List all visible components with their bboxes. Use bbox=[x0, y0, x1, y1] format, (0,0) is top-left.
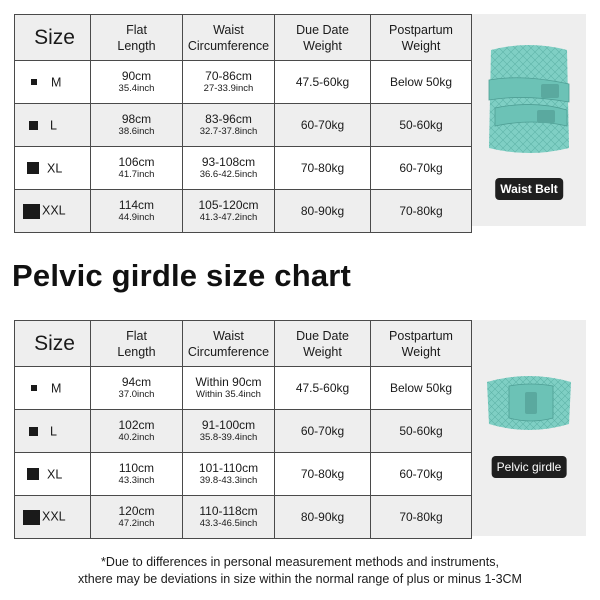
postpartum-weight-cell: 60-70kg bbox=[371, 453, 472, 496]
size-square-icon bbox=[29, 121, 38, 130]
size-square-icon bbox=[27, 468, 39, 480]
waist-belt-image bbox=[483, 40, 575, 158]
waist-cell: 101-110cm 39.8-43.3inch bbox=[183, 453, 275, 496]
pelvic-girdle-label: Pelvic girdle bbox=[492, 456, 567, 478]
size-cell: L bbox=[15, 104, 91, 147]
header-postpartum-weight: Postpartum Weight bbox=[371, 321, 472, 367]
table-row bbox=[15, 367, 472, 410]
flat-length-cell: 90cm 35.4inch bbox=[91, 61, 183, 104]
pelvic-girdle-product-panel bbox=[472, 320, 586, 536]
due-weight-cell: 47.5-60kg bbox=[275, 61, 371, 104]
size-cell: XXL bbox=[15, 190, 91, 233]
table-row bbox=[15, 410, 472, 453]
table-row bbox=[15, 61, 472, 104]
measurement-disclaimer: *Due to differences in personal measurement methods and instruments, xthere may be deviations in size within the normal range of plus or minus 1-3CM bbox=[78, 555, 522, 586]
header-flat-length: Flat Length bbox=[91, 15, 183, 61]
header-waist-circumference: Waist Circumference bbox=[183, 321, 275, 367]
postpartum-weight-cell: Below 50kg bbox=[371, 367, 472, 410]
table-row bbox=[15, 453, 472, 496]
header-postpartum-weight: Postpartum Weight bbox=[371, 15, 472, 61]
waist-cell: 83-96cm 32.7-37.8inch bbox=[183, 104, 275, 147]
flat-length-cell: 120cm 47.2inch bbox=[91, 496, 183, 539]
size-square-icon bbox=[31, 79, 37, 85]
size-square-icon bbox=[23, 510, 40, 525]
due-weight-cell: 70-80kg bbox=[275, 147, 371, 190]
postpartum-weight-cell: 50-60kg bbox=[371, 104, 472, 147]
pelvic-girdle-image bbox=[481, 368, 577, 438]
pelvic-girdle-size-table bbox=[14, 320, 471, 539]
header-size: Size bbox=[15, 321, 91, 367]
postpartum-weight-cell: Below 50kg bbox=[371, 61, 472, 104]
flat-length-cell: 94cm 37.0inch bbox=[91, 367, 183, 410]
table-row bbox=[15, 104, 472, 147]
due-weight-cell: 80-90kg bbox=[275, 190, 371, 233]
table-row bbox=[15, 496, 472, 539]
postpartum-weight-cell: 60-70kg bbox=[371, 147, 472, 190]
postpartum-weight-cell: 70-80kg bbox=[371, 190, 472, 233]
due-weight-cell: 60-70kg bbox=[275, 104, 371, 147]
flat-length-cell: 98cm 38.6inch bbox=[91, 104, 183, 147]
table-row bbox=[15, 190, 472, 233]
table-header-row bbox=[15, 15, 472, 61]
pelvic-chart-title: Pelvic girdle size chart bbox=[12, 258, 352, 293]
size-cell: XL bbox=[15, 147, 91, 190]
size-cell: M bbox=[15, 61, 91, 104]
header-waist-circumference: Waist Circumference bbox=[183, 15, 275, 61]
due-weight-cell: 60-70kg bbox=[275, 410, 371, 453]
size-square-icon bbox=[23, 204, 40, 219]
waist-belt-label: Waist Belt bbox=[495, 178, 563, 200]
due-weight-cell: 70-80kg bbox=[275, 453, 371, 496]
flat-length-cell: 110cm 43.3inch bbox=[91, 453, 183, 496]
size-cell: M bbox=[15, 367, 91, 410]
size-square-icon bbox=[29, 427, 38, 436]
header-due-date-weight: Due Date Weight bbox=[275, 321, 371, 367]
size-cell: L bbox=[15, 410, 91, 453]
due-weight-cell: 47.5-60kg bbox=[275, 367, 371, 410]
flat-length-cell: 102cm 40.2inch bbox=[91, 410, 183, 453]
flat-length-cell: 114cm 44.9inch bbox=[91, 190, 183, 233]
header-flat-length: Flat Length bbox=[91, 321, 183, 367]
header-due-date-weight: Due Date Weight bbox=[275, 15, 371, 61]
size-cell: XXL bbox=[15, 496, 91, 539]
table-header-row bbox=[15, 321, 472, 367]
header-size: Size bbox=[15, 15, 91, 61]
waist-cell: 105-120cm 41.3-47.2inch bbox=[183, 190, 275, 233]
size-square-icon bbox=[31, 385, 37, 391]
postpartum-weight-cell: 50-60kg bbox=[371, 410, 472, 453]
due-weight-cell: 80-90kg bbox=[275, 496, 371, 539]
flat-length-cell: 106cm 41.7inch bbox=[91, 147, 183, 190]
size-cell: XL bbox=[15, 453, 91, 496]
postpartum-weight-cell: 70-80kg bbox=[371, 496, 472, 539]
waist-cell: 91-100cm 35.8-39.4inch bbox=[183, 410, 275, 453]
waist-belt-product-panel bbox=[472, 14, 586, 226]
waist-cell: 110-118cm 43.3-46.5inch bbox=[183, 496, 275, 539]
table-row bbox=[15, 147, 472, 190]
size-square-icon bbox=[27, 162, 39, 174]
waist-cell: Within 90cm Within 35.4inch bbox=[183, 367, 275, 410]
waist-belt-size-table bbox=[14, 14, 471, 233]
waist-cell: 93-108cm 36.6-42.5inch bbox=[183, 147, 275, 190]
waist-cell: 70-86cm 27-33.9inch bbox=[183, 61, 275, 104]
